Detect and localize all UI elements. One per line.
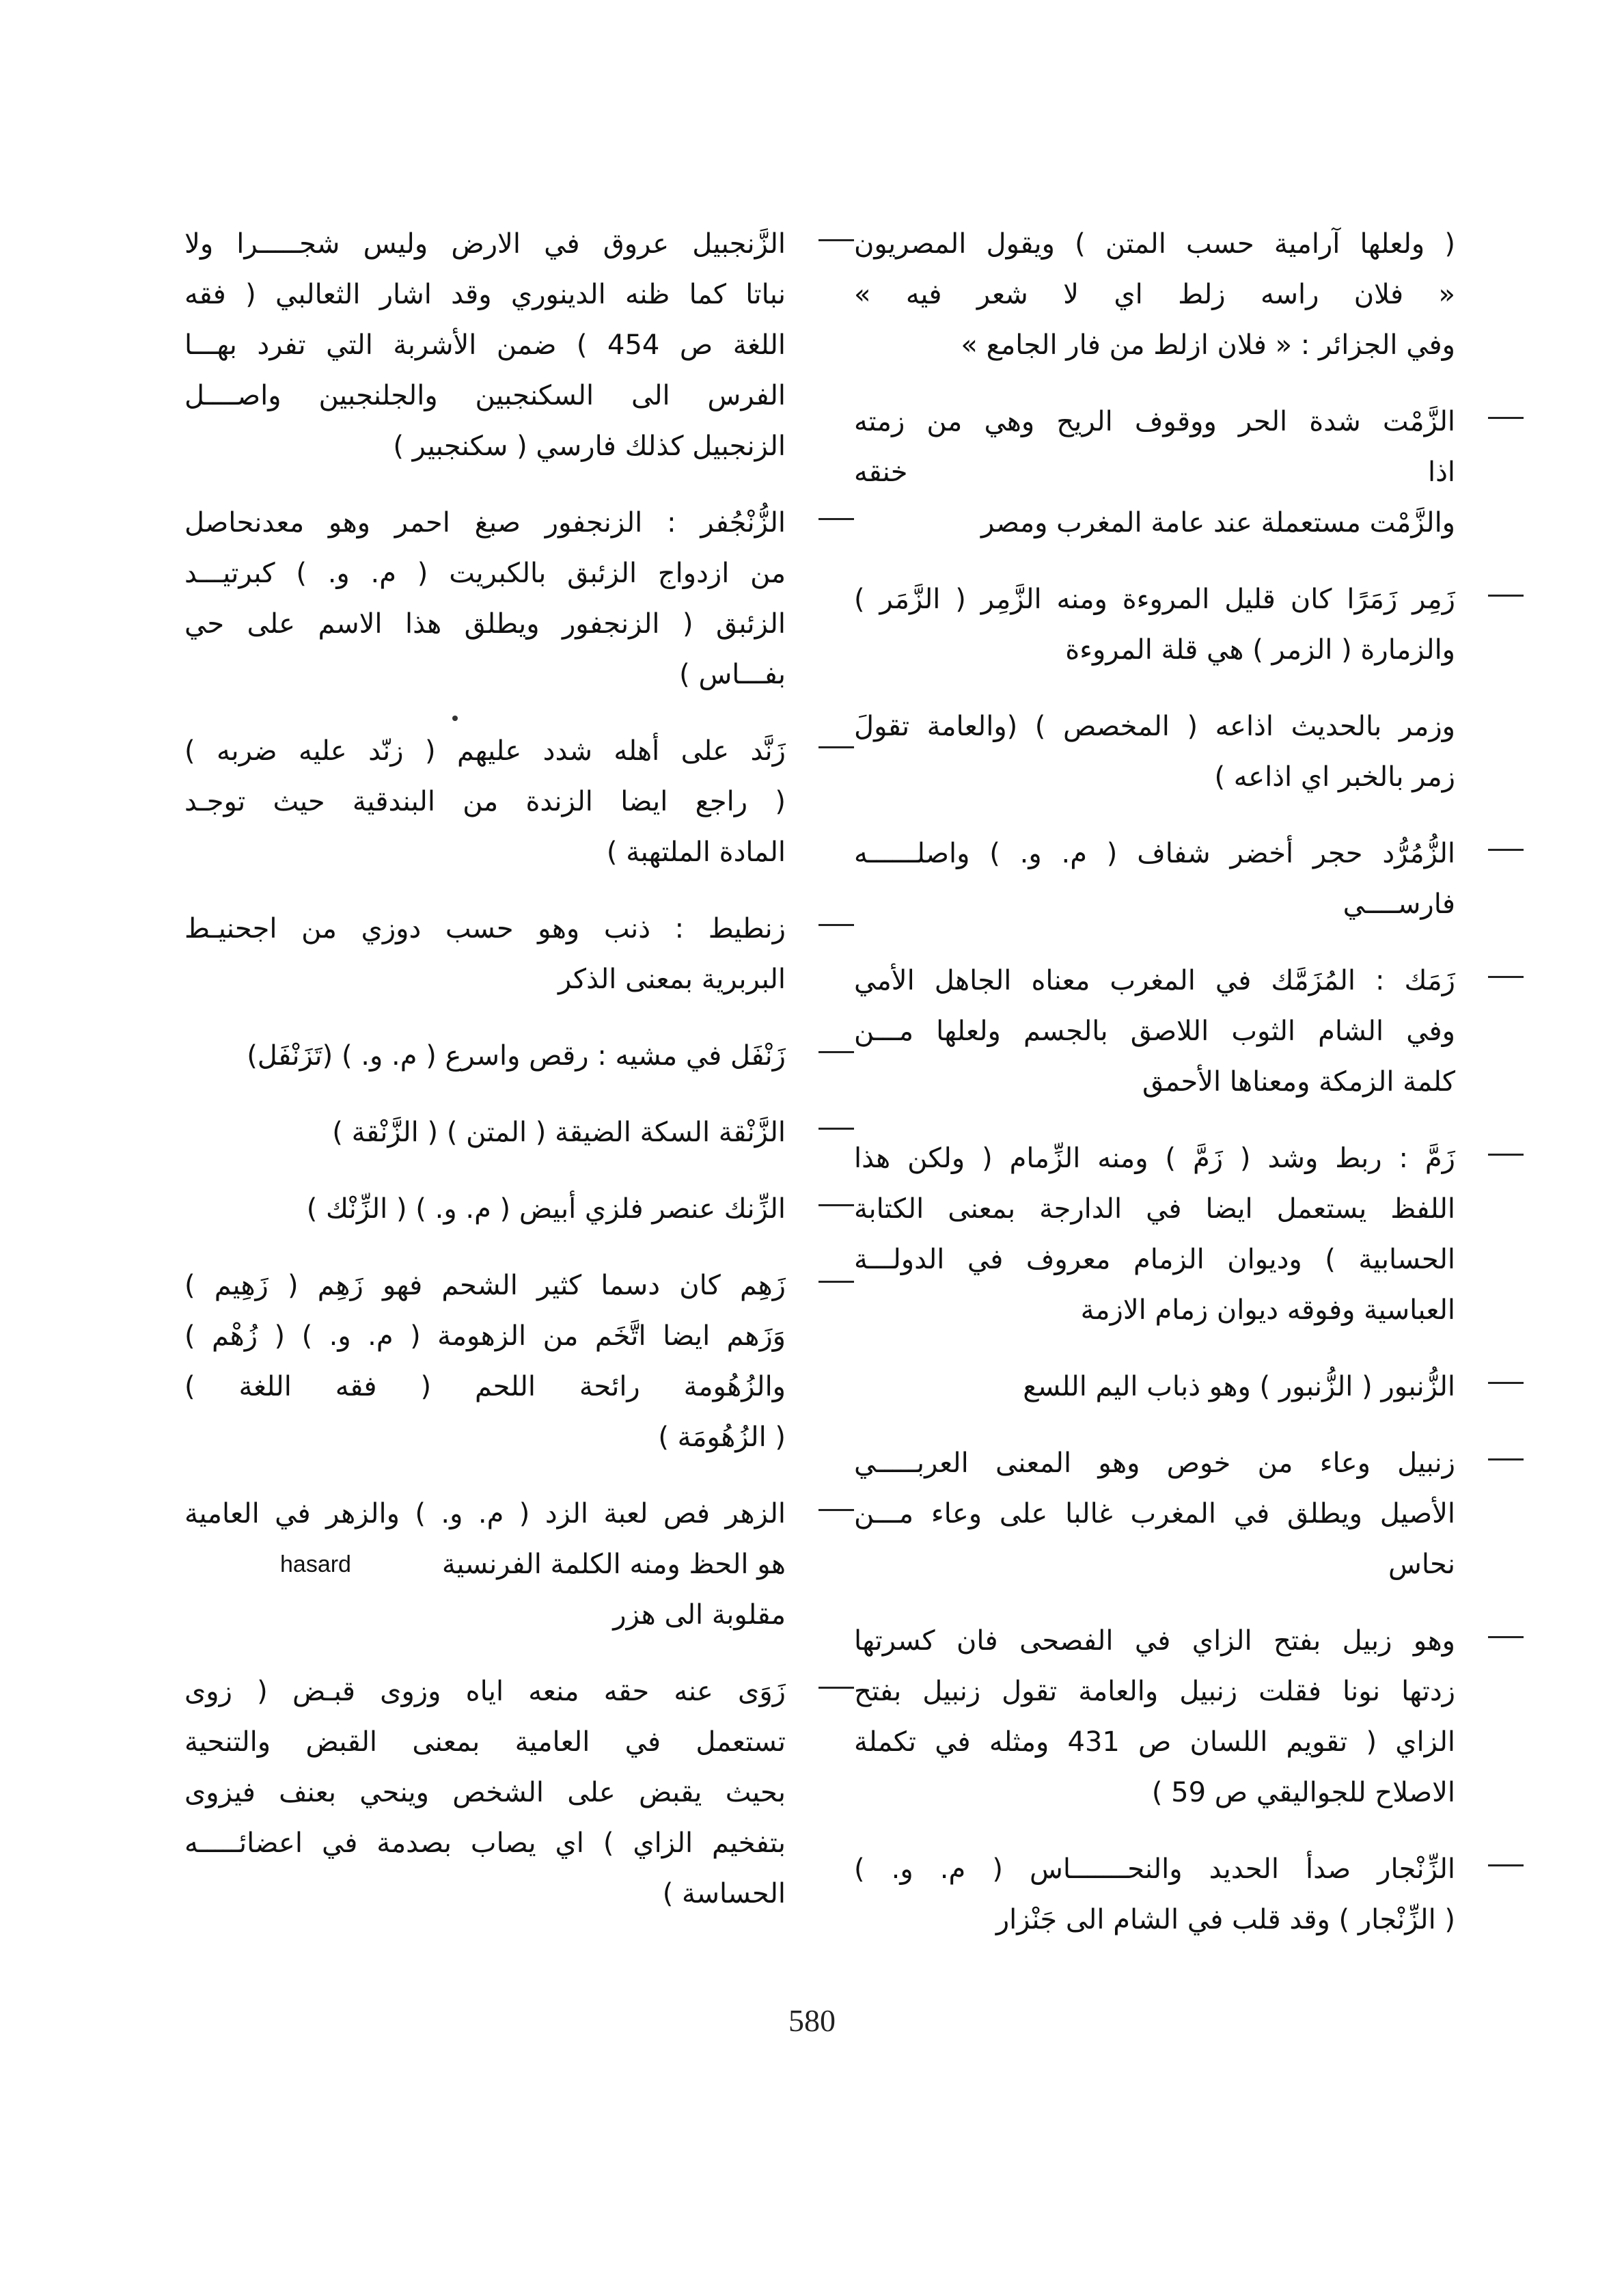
entry-dash — [818, 1509, 854, 1511]
entry-dash — [1488, 976, 1524, 978]
entry-line: ( الزِّنْجار ) وقد قلب في الشام الى جَنْزار — [995, 1904, 1455, 1935]
entry-line: بفـــاس ) — [679, 659, 786, 690]
entry-line: الزَّنْقة السكة الضيقة ( المتن ) ( الزَّنْقة ) — [332, 1117, 786, 1148]
entry-line: بتفخيم الزاي ) اي يصاب بصدمة في اعضائـــــه — [184, 1827, 786, 1859]
entry-line: الزاي ( تقويم اللسان ص 431 ومثله في تكملة — [854, 1726, 1456, 1758]
dictionary-entry — [854, 396, 1455, 548]
entry-line: تستعمل في العامية بمعنى القبض والتنحية — [184, 1726, 786, 1758]
entry-dash — [818, 1051, 854, 1053]
entry-dash — [1488, 1458, 1524, 1460]
entry-line: وفي الجزائر : « فلان ازلط من فار الجامع » — [961, 329, 1455, 361]
dictionary-entry — [184, 1488, 786, 1640]
entry-line: الفرس الى السكنجبين والجلنجبين واصــــل — [184, 380, 786, 411]
entry-line: اللفظ يستعمل ايضا في الدارجة بمعنى الكتابة — [854, 1193, 1455, 1225]
entry-line: الزَّنجبيل عروق في الارض وليس شجـــــرا ولا — [184, 228, 786, 260]
entry-line: الزنجبيل كذلك فارسي ( سكنجبير ) — [393, 431, 786, 462]
entry-line: وَزَهم ايضا اتَّخَم من الزهومة ( م. و. ) ( زُهْم ) — [184, 1320, 786, 1352]
entry-line: الزهر فص لعبة الزد ( م. و. ) والزهر في العامية — [184, 1498, 786, 1530]
dictionary-entry — [854, 1438, 1455, 1590]
entry-dash — [818, 1128, 854, 1130]
entry-dash — [1488, 849, 1524, 851]
dictionary-entry — [854, 701, 1455, 802]
entry-dash — [1488, 595, 1524, 597]
entry-dash — [818, 1204, 854, 1206]
entry-line: زمر بالخبر اي اذاعه ) — [1214, 761, 1455, 793]
entry-line: اللغة ص 454 ) ضمن الأشربة التي تفرد بهـــا — [184, 329, 786, 361]
entry-line: ( الزُهُومَة ) — [658, 1422, 786, 1453]
entry-line: كلمة الزمكة ومعناها الأحمق — [1142, 1066, 1455, 1098]
entry-dash — [818, 924, 854, 926]
dictionary-entry — [854, 574, 1455, 675]
entry-line: زَمَك : المُزَمَّك في المغرب معناه الجاهل الأمي — [854, 965, 1455, 996]
entry-line: زَوَى عنه حقه منعه اياه وزوى قبـض ( زوى — [184, 1676, 786, 1707]
entry-line: نباتا كما ظنه الدينوري وقد اشار الثعالبي ( فقه — [184, 279, 786, 310]
entry-line: زَنْفَل في مشيه : رقص واسرع ( م. و. ) (تَزَنْفَل) — [247, 1040, 786, 1072]
entry-line: زدتها نونا فقلت زنبيل والعامة تقول زنبيل بفتح — [854, 1676, 1455, 1707]
entry-line: الحساسة ) — [662, 1878, 786, 1909]
latin-word: hasard — [280, 1551, 351, 1577]
dictionary-entry — [184, 498, 786, 700]
left-column — [184, 219, 786, 1945]
entry-line: الزُّنبور ( الزُّنبور ) وهو ذباب اليم اللسع — [1023, 1371, 1455, 1402]
entry-line: زَنَّد على أهله شدد عليهم ( زنّد عليه ضربه ) — [184, 735, 786, 767]
entry-line: هو الحظ ومنه الكلمة الفرنسية — [441, 1549, 786, 1580]
entry-line: زَمَّ : ربط وشد ( زَمَّ ) ومنه الزِّمام ( ولكن هذا — [854, 1143, 1455, 1174]
entry-dash — [1488, 1636, 1524, 1638]
dictionary-entry — [184, 219, 786, 472]
entry-line: بحيث يقبض على الشخص وينحي بعنف فيزوى — [184, 1777, 786, 1808]
dictionary-entry — [184, 1107, 786, 1158]
entry-line: البربرية بمعنى الذكر — [558, 964, 786, 995]
entry-dash — [818, 1687, 854, 1689]
entry-line: من ازدواج الزئبق بالكبريت ( م. و. ) كبرتيـــد — [184, 558, 786, 589]
entry-line: الأصيل ويطلق في المغرب غالبا على وعاء مـــن — [854, 1498, 1455, 1530]
entry-line: فارســــي — [1343, 888, 1455, 920]
entry-dash — [818, 1281, 854, 1283]
entry-dash — [1488, 1382, 1524, 1384]
dictionary-entry — [854, 1133, 1455, 1335]
entry-line: والزمارة ( الزمر ) هي قلة المروءة — [1065, 634, 1455, 666]
dictionary-entry — [184, 1184, 786, 1234]
dictionary-entry — [854, 955, 1455, 1107]
entry-line: وفي الشام الثوب اللاصق بالجسم ولعلها مـــن — [854, 1016, 1455, 1047]
right-column — [854, 219, 1455, 1971]
entry-dash — [818, 239, 854, 241]
entry-line: اذا خنقه — [854, 457, 1455, 488]
entry-line: العباسية وفوقه ديوان زمام الازمة — [1080, 1294, 1455, 1326]
entry-line: وهو زبيل بفتح الزاي في الفصحى فان كسرتها — [854, 1625, 1455, 1657]
entry-line: الزِّنك عنصر فلزي أبيض ( م. و. ) ( الزِّنْك ) — [306, 1193, 786, 1225]
entry-line: الزُّنْجُفر : الزنجفور صبغ احمر وهو معدنحاصل — [184, 507, 786, 539]
entry-line: الزَّمْت شدة الحر ووقوف الريح وهي من زمته — [854, 406, 1455, 437]
entry-line: زنبيل وعاء من خوص وهو المعنى العربـــــي — [854, 1447, 1455, 1479]
dictionary-entry — [184, 1260, 786, 1463]
entry-line: ( ولعلها آرامية حسب المتن ) ويقول المصريون — [854, 228, 1455, 260]
dictionary-entry — [184, 726, 786, 878]
entry-line: زَمِر زَمَرًا كان قليل المروءة ومنه الزَّمِر ( الزَّمَر ) — [854, 584, 1455, 615]
entry-line: والزَّمْت مستعملة عند عامة المغرب ومصر — [980, 507, 1455, 539]
entry-line: ( راجع ايضا الزندة من البندقية حيث توجـد — [184, 786, 786, 817]
ink-speck — [452, 716, 458, 721]
entry-dash — [1488, 417, 1524, 419]
page-number: 580 — [788, 2003, 836, 2038]
entry-line: الزُّمُرُّد حجر أخضر شفاف ( م. و. ) واصلــــــه — [854, 838, 1455, 869]
dictionary-entry — [184, 903, 786, 1005]
entry-line: مقلوبة الى هزر — [613, 1599, 786, 1631]
entry-dash — [1488, 1864, 1524, 1866]
dictionary-entry — [184, 1031, 786, 1081]
entry-line: الزئبق ( الزنجفور ويطلق هذا الاسم على حي — [184, 608, 786, 640]
entry-line: الزِّنْجار صدأ الحديد والنحـــــــاس ( م. و. ) — [854, 1853, 1455, 1885]
entry-dash — [1488, 1154, 1524, 1156]
entry-dash — [818, 518, 854, 520]
entry-line: وزمر بالحديث اذاعه ( المخصص ) (والعامة تقولَ — [854, 711, 1455, 742]
entry-line: والزُهُومة رائحة اللحم ( فقه اللغة ) — [184, 1371, 786, 1402]
dictionary-entry — [854, 1616, 1455, 1818]
entry-line: المادة الملتهبة ) — [606, 837, 786, 868]
entry-dash — [818, 746, 854, 748]
entry-line: زنطيط : ذنب وهو حسب دوزي من اجحنيـط — [184, 913, 786, 944]
dictionary-entry — [184, 1666, 786, 1919]
dictionary-entry — [854, 1361, 1455, 1412]
entry-line: نحاس — [1388, 1549, 1455, 1580]
entry-line: الحسابية ) وديوان الزمام معروف في الدولـــة — [854, 1244, 1455, 1275]
dictionary-entry — [854, 1844, 1455, 1945]
dictionary-entry — [854, 219, 1455, 370]
dictionary-entry — [854, 828, 1455, 929]
entry-line: زَهِم كان دسما كثير الشحم فهو زَهِم ( زَهِيم ) — [184, 1270, 786, 1301]
entry-line: « فلان راسه زلط اي لا شعر فيه » — [854, 279, 1455, 310]
entry-line: الاصلاح للجواليقي ص 59 ) — [1151, 1777, 1455, 1808]
